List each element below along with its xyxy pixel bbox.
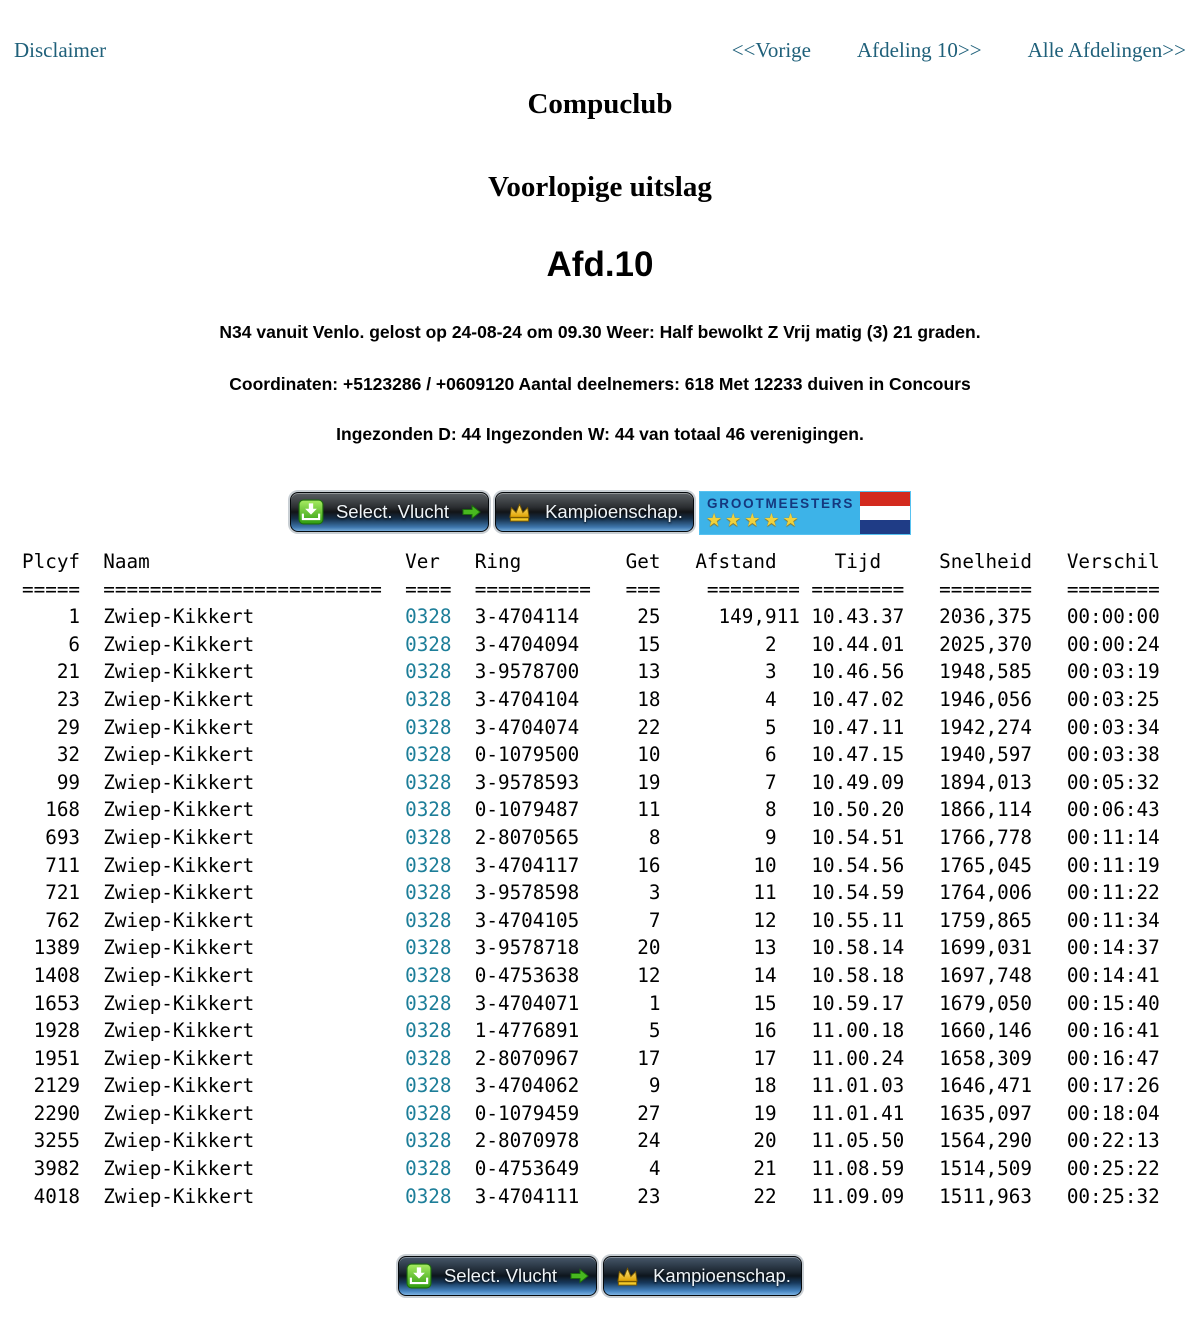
cell-plcyf: 1928 <box>22 1019 81 1043</box>
cell-verschil: 00:03:34 <box>1066 715 1160 739</box>
cell-verschil: 00:14:41 <box>1066 963 1160 987</box>
table-row <box>22 631 1200 659</box>
cell-verschil: 00:00:00 <box>1066 605 1160 629</box>
cell-plcyf: 1389 <box>22 936 81 960</box>
cell-get: 27 <box>602 1101 661 1125</box>
cell-tijd: 11.00.18 <box>811 1019 905 1043</box>
cell-snelheid: 1635,097 <box>939 1101 1032 1125</box>
cell-ring: 3-4704074 <box>474 715 591 739</box>
cell-get: 16 <box>602 853 661 877</box>
cell-afstand: 15 <box>672 991 800 1015</box>
cell-afstand: ======== <box>672 577 800 601</box>
table-row <box>22 658 1200 686</box>
cell-plcyf: 32 <box>22 743 81 767</box>
cell-afstand: 16 <box>672 1019 800 1043</box>
cell-plcyf: 29 <box>22 715 81 739</box>
ver-link[interactable]: 0328 <box>405 1046 452 1070</box>
cell-verschil: 00:25:22 <box>1066 1157 1160 1181</box>
cell-afstand: 17 <box>672 1046 800 1070</box>
cell-ring: 0-4753649 <box>474 1157 591 1181</box>
cell-naam: Zwiep-Kikkert <box>103 1046 394 1070</box>
cell-afstand: 149,911 <box>672 605 800 629</box>
bottom-button-bar <box>0 1256 1200 1296</box>
cell-get: 22 <box>602 715 661 739</box>
cell-get: 15 <box>602 632 661 656</box>
cell-snelheid: 2025,370 <box>939 632 1032 656</box>
cell-afstand: 19 <box>672 1101 800 1125</box>
cell-snelheid: 1658,309 <box>939 1046 1032 1070</box>
table-header <box>22 548 1200 576</box>
cell-get: 11 <box>602 798 661 822</box>
cell-get: 18 <box>602 687 661 711</box>
cell-afstand: 21 <box>672 1157 800 1181</box>
cell-ring: 3-4704104 <box>474 687 591 711</box>
cell-naam: Zwiep-Kikkert <box>103 908 394 932</box>
cell-plcyf: 23 <box>22 687 81 711</box>
table-row <box>22 852 1200 880</box>
dutch-flag-icon <box>860 492 910 534</box>
cell-plcyf: 1408 <box>22 963 81 987</box>
cell-plcyf: 99 <box>22 770 81 794</box>
table-row <box>22 879 1200 907</box>
cell-tijd: 11.00.24 <box>811 1046 905 1070</box>
cell-get: 25 <box>602 605 661 629</box>
cell-snelheid: 1759,865 <box>939 908 1032 932</box>
nav-right <box>732 38 1186 63</box>
cell-afstand: 11 <box>672 881 800 905</box>
cell-ring: 3-4704062 <box>474 1074 591 1098</box>
cell-verschil: 00:15:40 <box>1066 991 1160 1015</box>
cell-snelheid: 2036,375 <box>939 605 1032 629</box>
cell-snelheid: 1511,963 <box>939 1184 1032 1208</box>
table-rule <box>22 576 1200 604</box>
page-title: Compuclub <box>527 88 673 120</box>
cell-snelheid: Snelheid <box>939 550 1032 573</box>
cell-plcyf: 2290 <box>22 1101 81 1125</box>
cell-ring: 3-9578593 <box>474 770 591 794</box>
cell-snelheid: 1940,597 <box>939 743 1032 767</box>
cell-get: 8 <box>602 825 661 849</box>
cell-plcyf: 693 <box>22 825 81 849</box>
ver-link[interactable]: 0328 <box>405 1129 452 1153</box>
ver-link[interactable]: 0328 <box>405 1074 452 1098</box>
download-icon <box>298 499 324 525</box>
cell-verschil: 00:03:38 <box>1066 743 1160 767</box>
cell-ring: 3-9578598 <box>474 881 591 905</box>
cell-plcyf: 1 <box>22 605 81 629</box>
ver-link[interactable]: 0328 <box>405 687 452 711</box>
cell-ring: 3-9578700 <box>474 660 591 684</box>
cell-naam: Zwiep-Kikkert <box>103 825 394 849</box>
cell-afstand: 9 <box>672 825 800 849</box>
cell-afstand: 18 <box>672 1074 800 1098</box>
cell-ring: 2-8070565 <box>474 825 591 849</box>
cell-plcyf: 168 <box>22 798 81 822</box>
cell-snelheid: 1764,006 <box>939 881 1032 905</box>
cell-tijd: 11.08.59 <box>811 1157 905 1181</box>
alle-afdelingen-link[interactable]: Alle Afdelingen>> <box>1027 38 1186 62</box>
ver-link[interactable]: 0328 <box>405 1101 452 1125</box>
ver-link[interactable]: 0328 <box>405 1157 452 1181</box>
cell-tijd: 10.59.17 <box>811 991 905 1015</box>
grootmeesters-banner[interactable] <box>700 492 910 534</box>
cell-ring: 3-4704111 <box>474 1184 591 1208</box>
table-row <box>22 1045 1200 1073</box>
cell-tijd: 11.01.03 <box>811 1074 905 1098</box>
cell-plcyf: Plcyf <box>22 550 81 573</box>
cell-ring: Ring <box>474 550 591 573</box>
cell-get: 23 <box>602 1184 661 1208</box>
cell-naam: Zwiep-Kikkert <box>103 1184 394 1208</box>
table-row <box>22 962 1200 990</box>
cell-plcyf: 1653 <box>22 991 81 1015</box>
cell-afstand: 2 <box>672 632 800 656</box>
cell-ring: 0-4753638 <box>474 963 591 987</box>
cell-tijd: 11.09.09 <box>811 1184 905 1208</box>
cell-tijd: 10.50.20 <box>811 798 905 822</box>
cell-tijd: 10.47.02 <box>811 687 905 711</box>
cell-verschil: 00:16:41 <box>1066 1019 1160 1043</box>
cell-get: 12 <box>602 963 661 987</box>
cell-verschil: ======== <box>1066 577 1160 601</box>
race-info-line: N34 vanuit Venlo. gelost op 24-08-24 om 09.30 Weer: Half bewolkt Z Vrij matig (3) 21 graden. <box>219 322 981 342</box>
cell-verschil: 00:11:34 <box>1066 908 1160 932</box>
cell-afstand: Afstand <box>672 550 800 573</box>
cell-verschil: 00:18:04 <box>1066 1101 1160 1125</box>
cell-snelheid: ======== <box>939 577 1032 601</box>
table-row <box>22 1017 1200 1045</box>
cell-get: 9 <box>602 1074 661 1098</box>
table-row <box>22 824 1200 852</box>
cell-ver: Ver <box>405 550 452 573</box>
cell-verschil: 00:16:47 <box>1066 1046 1160 1070</box>
ver-link[interactable]: 0328 <box>405 715 452 739</box>
cell-naam: Zwiep-Kikkert <box>103 881 394 905</box>
cell-afstand: 5 <box>672 715 800 739</box>
ver-link[interactable]: 0328 <box>405 660 452 684</box>
ver-link[interactable]: 0328 <box>405 605 452 629</box>
cell-snelheid: 1564,290 <box>939 1129 1032 1153</box>
cell-verschil: 00:06:43 <box>1066 798 1160 822</box>
ver-link[interactable]: 0328 <box>405 991 452 1015</box>
kampioenschap-button[interactable] <box>495 492 694 532</box>
cell-afstand: 12 <box>672 908 800 932</box>
table-row <box>22 1072 1200 1100</box>
select-vlucht-label: Select. Vlucht <box>443 1265 558 1287</box>
cell-verschil: 00:14:37 <box>1066 936 1160 960</box>
cell-ring: 1-4776891 <box>474 1019 591 1043</box>
cell-naam: Zwiep-Kikkert <box>103 715 394 739</box>
cell-ring: 0-1079459 <box>474 1101 591 1125</box>
cell-verschil: 00:03:25 <box>1066 687 1160 711</box>
cell-afstand: 7 <box>672 770 800 794</box>
cell-verschil: 00:00:24 <box>1066 632 1160 656</box>
cell-snelheid: 1699,031 <box>939 936 1032 960</box>
table-row <box>22 1127 1200 1155</box>
cell-naam: Zwiep-Kikkert <box>103 770 394 794</box>
cell-naam: Zwiep-Kikkert <box>103 963 394 987</box>
cell-tijd: 10.54.59 <box>811 881 905 905</box>
cell-snelheid: 1866,114 <box>939 798 1032 822</box>
cell-plcyf: ===== <box>22 577 81 601</box>
cell-tijd: 10.43.37 <box>811 605 905 629</box>
kampioenschap-button-bottom[interactable] <box>603 1256 802 1296</box>
cell-naam: Zwiep-Kikkert <box>103 1101 394 1125</box>
select-vlucht-button-bottom[interactable] <box>398 1256 597 1296</box>
table-row <box>22 769 1200 797</box>
cell-verschil: Verschil <box>1066 550 1160 573</box>
cell-snelheid: 1948,585 <box>939 660 1032 684</box>
cell-naam: Zwiep-Kikkert <box>103 853 394 877</box>
cell-tijd: 11.05.50 <box>811 1129 905 1153</box>
kampioenschap-label: Kampioenschap. <box>545 501 683 522</box>
select-vlucht-button[interactable] <box>290 492 489 532</box>
ingezonden-line: Ingezonden D: 44 Ingezonden W: 44 van totaal 46 verenigingen. <box>336 424 864 444</box>
afdeling-10-link[interactable]: Afdeling 10>> <box>857 38 982 62</box>
cell-verschil: 00:11:22 <box>1066 881 1160 905</box>
cell-get: 1 <box>602 991 661 1015</box>
table-row <box>22 1100 1200 1128</box>
cell-snelheid: 1942,274 <box>939 715 1032 739</box>
cell-plcyf: 4018 <box>22 1184 81 1208</box>
cell-plcyf: 2129 <box>22 1074 81 1098</box>
table-row <box>22 1183 1200 1211</box>
ver-link[interactable]: 0328 <box>405 798 452 822</box>
table-row <box>22 714 1200 742</box>
cell-verschil: 00:11:19 <box>1066 853 1160 877</box>
cell-afstand: 6 <box>672 743 800 767</box>
cell-snelheid: 1514,509 <box>939 1157 1032 1181</box>
cell-tijd: 10.47.11 <box>811 715 905 739</box>
cell-tijd: 10.46.56 <box>811 660 905 684</box>
cell-naam: Zwiep-Kikkert <box>103 991 394 1015</box>
grootmeesters-title: GROOTMEESTERS <box>707 496 855 511</box>
top-button-bar <box>0 492 1200 534</box>
cell-get: Get <box>602 550 661 573</box>
cell-tijd: 10.47.15 <box>811 743 905 767</box>
ver-link[interactable]: 0328 <box>405 963 452 987</box>
table-row <box>22 907 1200 935</box>
cell-get: 13 <box>602 660 661 684</box>
cell-tijd: 10.44.01 <box>811 632 905 656</box>
cell-verschil: 00:25:32 <box>1066 1184 1160 1208</box>
cell-naam: Zwiep-Kikkert <box>103 1157 394 1181</box>
cell-get: 4 <box>602 1157 661 1181</box>
cell-ring: 2-8070967 <box>474 1046 591 1070</box>
ver-link[interactable]: 0328 <box>405 770 452 794</box>
disclaimer-link[interactable]: Disclaimer <box>14 38 107 62</box>
cell-plcyf: 6 <box>22 632 81 656</box>
cell-tijd: 10.54.56 <box>811 853 905 877</box>
cell-tijd: 10.54.51 <box>811 825 905 849</box>
cell-afstand: 13 <box>672 936 800 960</box>
cell-tijd: 10.58.18 <box>811 963 905 987</box>
ver-link[interactable]: 0328 <box>405 881 452 905</box>
cell-plcyf: 3982 <box>22 1157 81 1181</box>
top-nav <box>0 0 1200 63</box>
cell-ring: 3-4704071 <box>474 991 591 1015</box>
cell-ring: 0-1079500 <box>474 743 591 767</box>
cell-get: === <box>602 577 661 601</box>
cell-snelheid: 1660,146 <box>939 1019 1032 1043</box>
cell-afstand: 8 <box>672 798 800 822</box>
cell-verschil: 00:22:13 <box>1066 1129 1160 1153</box>
table-row <box>22 990 1200 1018</box>
ver-link[interactable]: 0328 <box>405 853 452 877</box>
table-row <box>22 686 1200 714</box>
vorige-link[interactable]: <<Vorige <box>731 38 811 62</box>
cell-snelheid: 1946,056 <box>939 687 1032 711</box>
subtitle: Voorlopige uitslag <box>488 171 712 203</box>
cell-naam: Zwiep-Kikkert <box>103 1129 394 1153</box>
cell-naam: ======================== <box>103 577 394 601</box>
cell-tijd: 10.49.09 <box>811 770 905 794</box>
cell-ring: 3-4704114 <box>474 605 591 629</box>
cell-verschil: 00:05:32 <box>1066 770 1160 794</box>
results-table <box>22 548 1200 1210</box>
cell-verschil: 00:17:26 <box>1066 1074 1160 1098</box>
cell-afstand: 3 <box>672 660 800 684</box>
cell-ring: 3-4704117 <box>474 853 591 877</box>
crown-icon <box>614 1265 641 1288</box>
cell-naam: Naam <box>103 550 394 573</box>
cell-get: 24 <box>602 1129 661 1153</box>
cell-tijd: 10.58.14 <box>811 936 905 960</box>
table-row <box>22 796 1200 824</box>
cell-ring: 3-4704105 <box>474 908 591 932</box>
cell-naam: Zwiep-Kikkert <box>103 1019 394 1043</box>
cell-plcyf: 21 <box>22 660 81 684</box>
ver-link[interactable]: 0328 <box>405 1184 452 1208</box>
green-arrow-icon <box>461 503 481 521</box>
cell-tijd: Tijd <box>811 550 905 573</box>
cell-afstand: 22 <box>672 1184 800 1208</box>
cell-tijd: 10.55.11 <box>811 908 905 932</box>
five-stars-icon: ★★★★★ <box>706 509 802 530</box>
green-arrow-icon <box>569 1267 589 1285</box>
cell-get: 5 <box>602 1019 661 1043</box>
cell-naam: Zwiep-Kikkert <box>103 687 394 711</box>
cell-ring: 3-9578718 <box>474 936 591 960</box>
cell-get: 7 <box>602 908 661 932</box>
cell-naam: Zwiep-Kikkert <box>103 605 394 629</box>
crown-icon <box>506 501 533 524</box>
cell-afstand: 20 <box>672 1129 800 1153</box>
cell-verschil: 00:03:19 <box>1066 660 1160 684</box>
table-row <box>22 603 1200 631</box>
cell-plcyf: 1951 <box>22 1046 81 1070</box>
ver-link[interactable]: 0328 <box>405 743 452 767</box>
kampioenschap-label: Kampioenschap. <box>653 1265 791 1287</box>
cell-ring: 3-4704094 <box>474 632 591 656</box>
cell-tijd: ======== <box>811 577 905 601</box>
ver-link[interactable]: 0328 <box>405 1019 452 1043</box>
cell-get: 19 <box>602 770 661 794</box>
cell-plcyf: 762 <box>22 908 81 932</box>
ver-link[interactable]: 0328 <box>405 908 452 932</box>
select-vlucht-label: Select. Vlucht <box>335 501 450 522</box>
cell-snelheid: 1765,045 <box>939 853 1032 877</box>
cell-tijd: 11.01.41 <box>811 1101 905 1125</box>
cell-ring: ========== <box>474 577 591 601</box>
cell-plcyf: 721 <box>22 881 81 905</box>
cell-naam: Zwiep-Kikkert <box>103 1074 394 1098</box>
cell-get: 10 <box>602 743 661 767</box>
cell-get: 20 <box>602 936 661 960</box>
cell-plcyf: 711 <box>22 853 81 877</box>
table-row <box>22 1155 1200 1183</box>
cell-snelheid: 1766,778 <box>939 825 1032 849</box>
table-row <box>22 934 1200 962</box>
ver-link[interactable]: 0328 <box>405 936 452 960</box>
cell-verschil: 00:11:14 <box>1066 825 1160 849</box>
cell-naam: Zwiep-Kikkert <box>103 798 394 822</box>
cell-get: 17 <box>602 1046 661 1070</box>
coordinates-line: Coordinaten: +5123286 / +0609120 Aantal deelnemers: 618 Met 12233 duiven in Concours <box>229 374 971 394</box>
cell-ring: 0-1079487 <box>474 798 591 822</box>
cell-naam: Zwiep-Kikkert <box>103 660 394 684</box>
cell-ring: 2-8070978 <box>474 1129 591 1153</box>
cell-ver: ==== <box>405 577 452 601</box>
cell-snelheid: 1894,013 <box>939 770 1032 794</box>
download-icon <box>406 1263 432 1289</box>
cell-snelheid: 1646,471 <box>939 1074 1032 1098</box>
cell-snelheid: 1697,748 <box>939 963 1032 987</box>
cell-plcyf: 3255 <box>22 1129 81 1153</box>
cell-snelheid: 1679,050 <box>939 991 1032 1015</box>
cell-afstand: 4 <box>672 687 800 711</box>
ver-link[interactable]: 0328 <box>405 825 452 849</box>
ver-link[interactable]: 0328 <box>405 632 452 656</box>
cell-naam: Zwiep-Kikkert <box>103 743 394 767</box>
afdeling-title: Afd.10 <box>546 245 654 284</box>
cell-afstand: 10 <box>672 853 800 877</box>
table-row <box>22 741 1200 769</box>
cell-naam: Zwiep-Kikkert <box>103 632 394 656</box>
cell-afstand: 14 <box>672 963 800 987</box>
cell-naam: Zwiep-Kikkert <box>103 936 394 960</box>
cell-get: 3 <box>602 881 661 905</box>
